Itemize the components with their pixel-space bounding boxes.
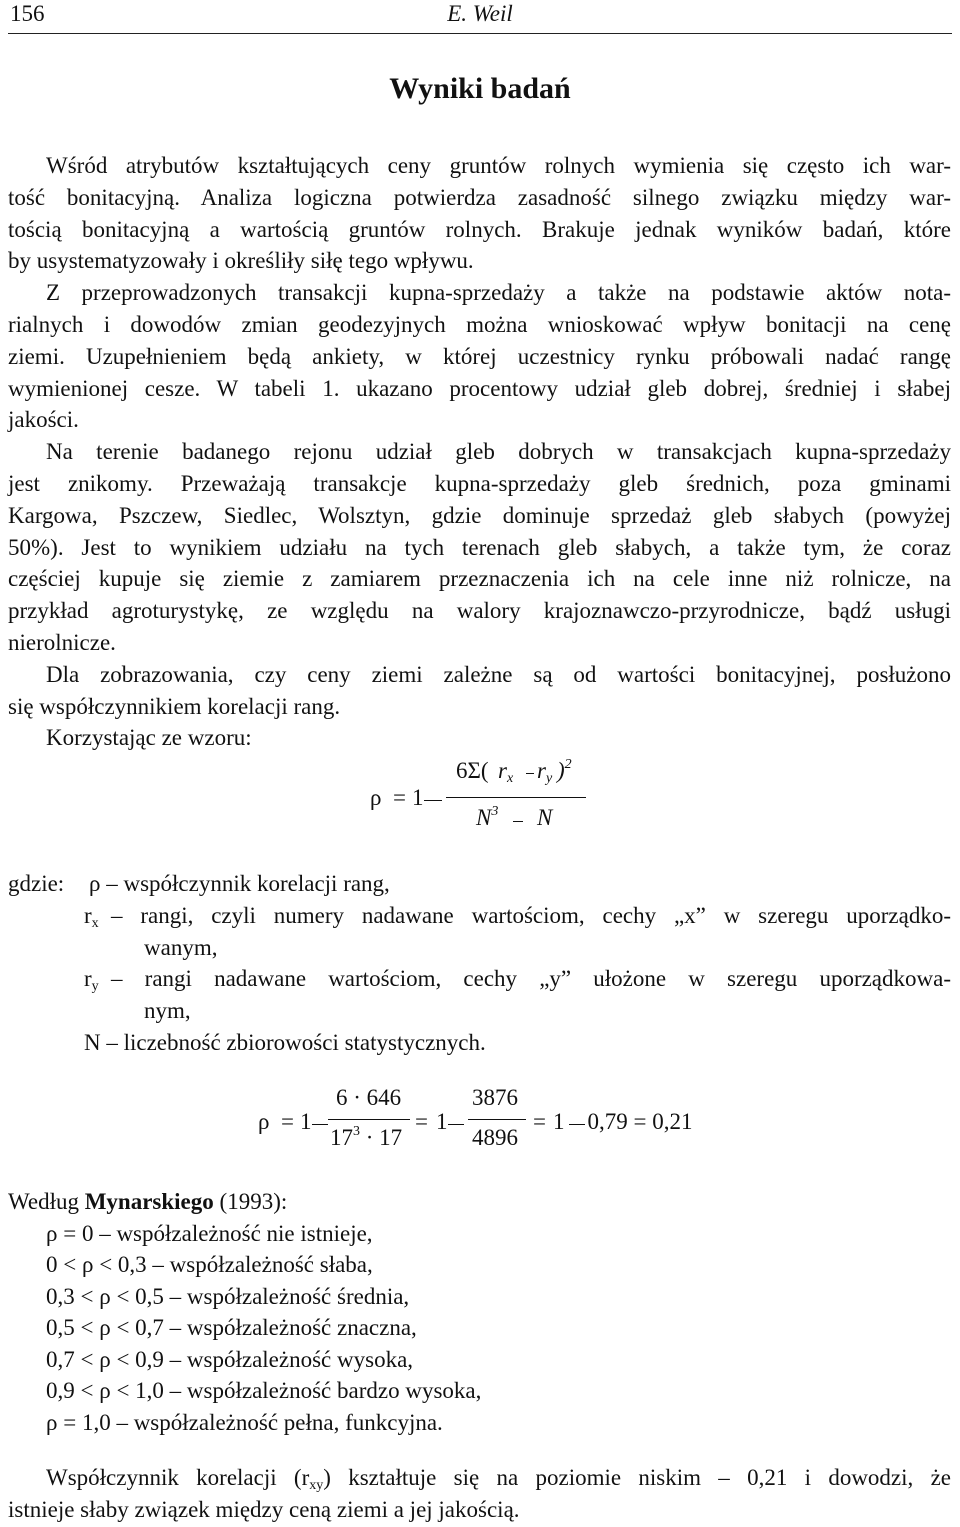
conclusion-paragraph <box>8 1462 951 1526</box>
text-line: Dla zobrazowania, czy ceny ziemi zależne są od wartości bonitacyjnej, posłużono <box>46 661 951 687</box>
running-author: E. Weil <box>447 1 513 26</box>
page-number: 156 <box>10 1 45 26</box>
paragraph-3 <box>8 436 951 659</box>
equals-sign: = <box>281 1109 294 1134</box>
denominator-n: N <box>537 805 553 830</box>
scale-item: ρ = 0 – współzależność nie istnieje, <box>46 1220 373 1246</box>
text-line: częściej kupuje się ziemie z zamiarem przeznaczenia ich na cele inne niż rolnicze, na <box>8 566 951 592</box>
page-header <box>8 0 952 34</box>
text-line: 50%). Jest to wynikiem udziału na tych terenach gleb słabych, a także tym, że coraz <box>8 534 951 560</box>
text-line: wymienionej cesze. W tabeli 1. ukazano procentowy udział gleb dobrej, średniej i słabej <box>8 375 951 401</box>
numerator-sum: 6Σ( <box>456 758 489 783</box>
fraction-bar-1 <box>328 1119 410 1120</box>
equals-sign: = <box>393 785 406 810</box>
text-line: Na terenie badanego rejonu udział gleb dobrych w transakcjach kupna-sprzedaży <box>46 439 951 465</box>
one: 1 <box>300 1109 312 1134</box>
definition-rho: gdzie: ρ – współczynnik korelacji rang, <box>8 871 390 896</box>
minus-sign <box>513 821 523 822</box>
text-line: nierolnicze. <box>8 629 116 655</box>
rank-y: $r_y$ <box>537 758 553 786</box>
rank-correlation-formula <box>0 755 620 845</box>
minus-sign <box>312 1124 328 1125</box>
text-line: Kargowa, Pszczew, Siedlec, Wolsztyn, gdzie dominuje sprzedaż gleb słabych (powyżej <box>8 502 951 528</box>
text-line: Współczynnik korelacji $(r_{xy})$ kształtuje się na poziomie niskim – 0,21 i dowodzi, że <box>46 1465 951 1493</box>
definition-rx-cont: wanym, <box>144 934 218 960</box>
scale-item: 0,3 < ρ < 0,5 – współzależność średnia, <box>46 1283 410 1309</box>
paragraph-2 <box>8 277 951 436</box>
text-line: jest znikomy. Przeważają transakcje kupna-sprzedaży gleb średnich, poza gminami <box>8 470 951 496</box>
definitions-list <box>8 868 951 1059</box>
minus-sign <box>526 773 534 774</box>
numerator-2: 3876 <box>472 1085 518 1110</box>
definition-n: N – liczebność zbiorowości statystycznych. <box>84 1029 486 1055</box>
one: 1 <box>436 1109 448 1134</box>
scale-lead: Według Mynarskiego (1993): <box>8 1189 288 1214</box>
text-line: rialnych i dowodów zmian geodezyjnych można wnioskować wpływ bonitacji na cenę <box>8 311 951 337</box>
denominator-1: $17^3 \cdot 17$ <box>330 1124 403 1150</box>
definition-rx: $r_x$ – rangi, czyli numery nadawane wartościom, cechy „x” w szeregu uporządko- <box>84 902 951 931</box>
scale-item: 0,7 < ρ < 0,9 – współzależność wysoka, <box>46 1346 414 1372</box>
text-line: Wśród atrybutów kształtujących ceny gruntów rolnych wymienia się często ich war- <box>46 153 951 178</box>
section-title: Wyniki badań <box>389 72 571 105</box>
paragraph-4 <box>8 659 951 723</box>
text-line: istnieje słaby związek między ceną ziemi a jej jakością. <box>8 1496 520 1522</box>
correlation-scale <box>8 1186 951 1438</box>
denominator-2: 4896 <box>472 1125 518 1150</box>
numerator-1: 6 · 646 <box>336 1085 402 1110</box>
scale-item: 0 < ρ < 0,3 – współzależność słaba, <box>46 1252 373 1277</box>
text-line: się współczynnikiem korelacji rang. <box>8 693 341 719</box>
scale-item: 0,9 < ρ < 1,0 – współzależność bardzo wysoka, <box>46 1378 482 1403</box>
fraction-bar <box>446 797 586 798</box>
text-line: tość bonitacyjną. Analiza logiczna potwierdza zasadność silnego związku między war- <box>8 184 951 210</box>
text-line: jakości. <box>8 407 79 433</box>
text-line: tością bonitacyjną a wartością gruntów rolnych. Brakuje jednak wyników badań, które <box>8 216 951 242</box>
definition-ry-cont: nym, <box>144 998 191 1024</box>
denominator-n-cubed: $N^3$ <box>476 804 499 830</box>
text-line: by usystematyzowały i określiły siłę tego wpływu. <box>8 248 474 274</box>
body-text <box>8 150 951 754</box>
header-rule <box>8 33 952 34</box>
minus-sign <box>424 800 442 801</box>
scale-item: ρ = 1,0 – współzależność pełna, funkcyjna. <box>46 1409 443 1435</box>
text-line: Z przeprowadzonych transakcji kupna-sprzedaży a także na podstawie aktów nota- <box>46 280 951 306</box>
rho-symbol: ρ <box>370 785 382 810</box>
text-line: przykład agroturystykę, ze względu na walory krajoznawczo-przyrodnicze, bądź usługi <box>8 598 951 624</box>
close-paren: )$^2$ <box>557 757 572 783</box>
scale-item: 0,5 < ρ < 0,7 – współzależność znaczna, <box>46 1315 417 1340</box>
text-line: ziemi. Uzupełnieniem będą ankiety, w której uczestnicy rynku próbowali nadać rangę <box>8 343 951 369</box>
minus-sign <box>448 1124 464 1125</box>
fraction-bar-2 <box>468 1119 526 1120</box>
minus-sign <box>569 1124 585 1125</box>
paragraph-1 <box>8 150 951 277</box>
calculation-formula <box>0 1085 720 1160</box>
rho-symbol: ρ <box>258 1109 270 1134</box>
paragraph-5: Korzystając ze wzoru: <box>46 725 252 751</box>
definition-ry: $r_y$ – rangi nadawane wartościom, cechy „y” ułożone w szeregu uporządkowa- <box>84 966 951 995</box>
equals-sign: = <box>533 1109 546 1134</box>
one: 1 <box>412 785 424 810</box>
rank-x: $r_x$ <box>498 758 514 786</box>
result: 1 0,79 = 0,21 <box>553 1109 693 1134</box>
equals-sign: = <box>415 1109 428 1134</box>
